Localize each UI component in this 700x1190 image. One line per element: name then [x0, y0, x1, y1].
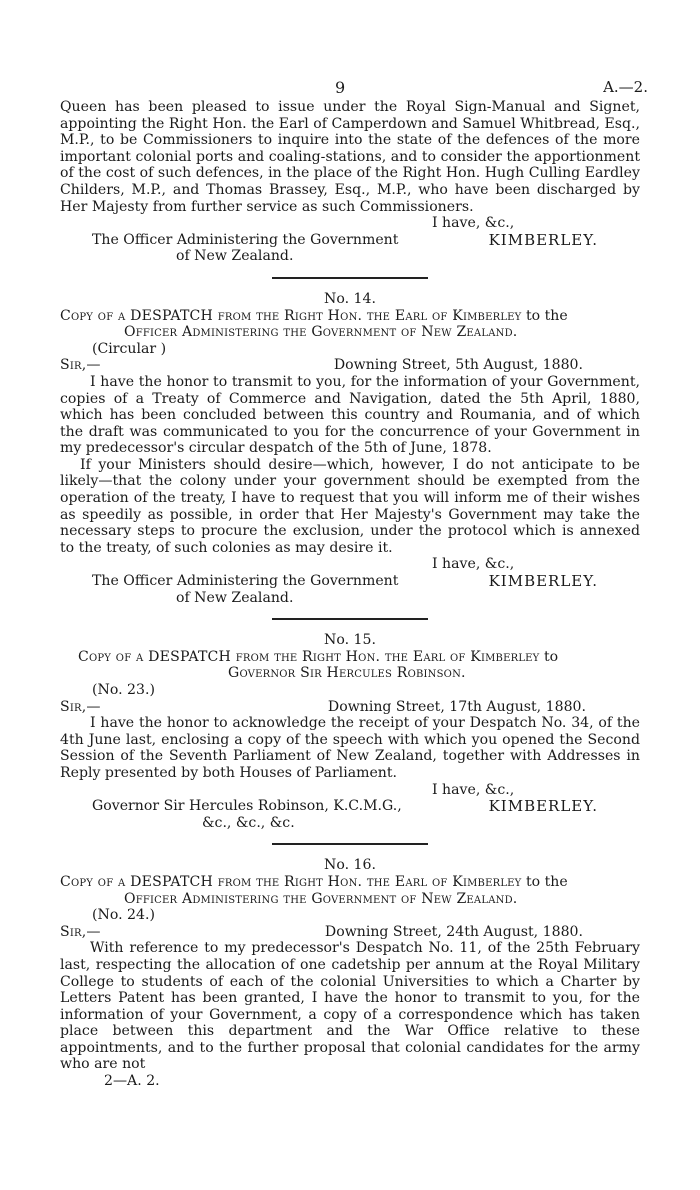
despatch16-title [60, 874, 640, 891]
section-divider [272, 618, 428, 620]
page-number: 9 [335, 78, 346, 97]
despatch16-salutation-row [60, 924, 640, 941]
despatch14-addressee-line1: The Officer Administering the Government [92, 573, 399, 590]
signature-mark: 2—A. 2. [104, 1073, 160, 1090]
section-divider [272, 843, 428, 845]
despatch16-para1: With reference to my predecessor's Despatch No. 11, of the 25th February last, respecting the allocation of one cadetship per annum at the Royal Military College to students of each of the colonial Universities to which a Charter by Letters Patent has been granted, I have the honor to transmit to you, for the information of your Government, a copy of a correspondence which has taken place between this department and the War Office relative to these appointments, and to the further proposal that colonial candidates for the army who are not [60, 940, 640, 1073]
despatch14-closing: I have, &c., [432, 556, 515, 573]
despatch14-title-line2: Officer Administering the Government of New Zealand. [124, 324, 518, 341]
despatch15-addressee-row [60, 798, 640, 815]
despatch14-title [60, 308, 640, 325]
despatch14-salutation: Sir,— [60, 357, 101, 374]
despatch14-title-name: Kimberley [452, 307, 522, 324]
despatch15-para1: I have the honor to acknowledge the receipt of your Despatch No. 34, of the 4th June last, enclosing a copy of the speech with which you opened the Second Session of the Seventh Parliament of New Zealand, together with Addresses in Reply presented by both Houses of Parliament. [60, 715, 640, 781]
section-divider [272, 277, 428, 279]
despatch15-closing: I have, &c., [432, 781, 515, 798]
despatch15-title-name: Kimberley [470, 648, 540, 665]
intro-addressee-row [60, 232, 640, 249]
despatch16-place-date: Downing Street, 24th August, 1880. [324, 923, 583, 940]
intro-addressee-line2: of New Zealand. [176, 248, 294, 265]
despatch15-title-b: to [539, 648, 559, 665]
paper-reference: A.—2. [603, 78, 648, 96]
despatch14-title-b: to the [521, 307, 568, 324]
despatch14-signature: KIMBERLEY. [488, 572, 598, 591]
despatch16-title-b: to the [521, 873, 568, 890]
despatch15-title-a: Copy of a DESPATCH from the Right Hon. the Earl of [78, 648, 471, 665]
despatch16-ref: (No. 24.) [92, 907, 155, 924]
despatch15-number: No. 15. [324, 632, 376, 649]
despatch15-title [60, 649, 640, 666]
despatch15-title-line2: Governor Sir Hercules Robinson. [228, 665, 466, 682]
despatch16-salutation: Sir,— [60, 923, 101, 940]
intro-signature: KIMBERLEY. [488, 230, 598, 249]
despatch15-place-date: Downing Street, 17th August, 1880. [327, 698, 586, 715]
despatch14-ref: (Circular ) [92, 340, 167, 357]
despatch14-addressee-row [60, 573, 640, 590]
despatch15-addressee-line1: Governor Sir Hercules Robinson, K.C.M.G., [92, 798, 402, 815]
despatch16-number: No. 16. [324, 857, 376, 874]
document-body [60, 99, 640, 1090]
despatch14-para1: I have the honor to transmit to you, for the information of your Government, copies of a Treaty of Commerce and Navigation, dated the 5th April, 1880, which has been concluded between this country and Roumania, and of which the draft was communicated to you for the concurrence of your Government in my predecessor's circular despatch of the 5th of June, 1878. [60, 373, 640, 457]
despatch14-number: No. 14. [324, 290, 376, 307]
despatch15-salutation-row [60, 699, 640, 716]
despatch16-title-line2: Officer Administering the Government of New Zealand. [124, 890, 518, 907]
despatch14-addressee-line2: of New Zealand. [176, 589, 294, 606]
intro-addressee-line1: The Officer Administering the Government [92, 231, 399, 248]
intro-paragraph: Queen has been pleased to issue under the Royal Sign-Manual and Signet, appointing the Right Hon. the Earl of Camperdown and Samuel Whitbread, Esq., M.P., to be Commissioners to inquire into the state of the defences of the more important colonial ports and coaling-stations, and to consider the apportionment of the cost of such defences, in the place of the Right Hon. Hugh Culling Eardley Childers, M.P., and Thomas Brassey, Esq., M.P., who have been discharged by Her Majesty from further service as such Commissioners. [60, 99, 640, 215]
despatch15-salutation: Sir,— [60, 698, 101, 715]
despatch14-salutation-row [60, 357, 640, 374]
despatch14-place-date: Downing Street, 5th August, 1880. [333, 357, 583, 374]
despatch15-ref: (No. 23.) [92, 682, 155, 698]
intro-closing: I have, &c., [432, 215, 515, 232]
despatch16-title-name: Kimberley [452, 873, 522, 890]
despatch15-addressee-line2: &c., &c., &c. [202, 814, 295, 831]
despatch14-para2: If your Ministers should desire—which, however, I do not anticipate to be likely—that the colony under your government should be exempted from the operation of the treaty, I have to request that you will inform me of their wishes as speedily as possible, in order that Her Majesty's Government may take the necessary steps to procure the exclusion, under the protocol which is annexed to the treaty, of such colonies as may desire it. [60, 456, 640, 556]
despatch16-title-a: Copy of a DESPATCH from the Right Hon. the Earl of [60, 873, 453, 890]
despatch14-title-a: Copy of a DESPATCH from the Right Hon. the Earl of [60, 307, 453, 324]
despatch15-signature: KIMBERLEY. [488, 797, 598, 816]
